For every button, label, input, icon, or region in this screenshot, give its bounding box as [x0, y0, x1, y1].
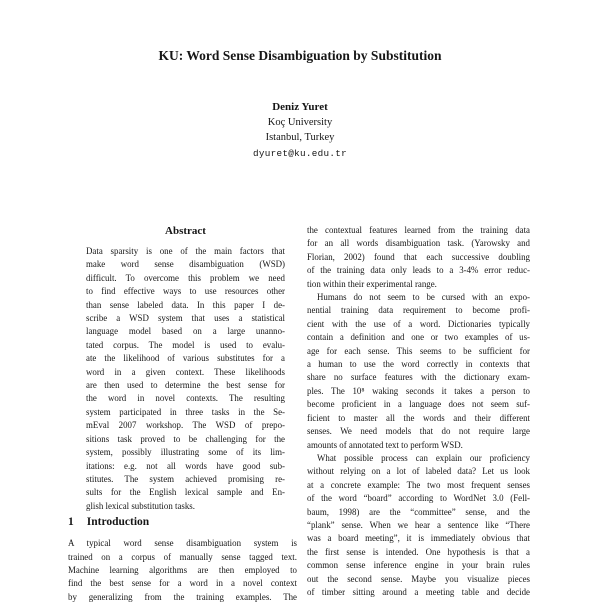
- text-line: cient with the use of a word. Dictionaries typically: [307, 318, 530, 329]
- text-line: glish lexical substitution tasks.: [86, 500, 195, 511]
- text-line: sults for the English lexical sample and En-: [86, 487, 285, 498]
- text-line: was a board meeting”, it is immediately obvious that: [307, 533, 530, 544]
- left-column: [68, 224, 297, 604]
- text-line: share no surface features with the dictionary exam-: [307, 372, 530, 383]
- text-line: become proficient in a language does not seem suf-: [307, 399, 530, 410]
- text-line: stitutes. The system achieved promising re-: [86, 473, 285, 484]
- abstract-heading: Abstract: [165, 225, 206, 237]
- text-line: ate the likelihood of various substitutes for a: [86, 353, 285, 364]
- text-line: Humans do not seem to be cursed with an expo-: [317, 292, 530, 303]
- text-line: tated corpus. The model is used to evalu-: [86, 339, 285, 350]
- text-line: of timber sitting around a meeting table and decide: [307, 586, 530, 597]
- author-block: [0, 100, 600, 161]
- text-line: of the training data only leads to a 3-4% error reduc-: [307, 265, 530, 276]
- text-line: word in a given context. These likelihoods: [86, 366, 285, 377]
- text-line: a human to use the word correctly in contexts that: [307, 359, 530, 370]
- text-line: the first sense is intended. One hypothesis is that a: [307, 546, 530, 557]
- text-line: without relying on a lot of labeled data? Let us look: [307, 466, 530, 477]
- text-line: Florian, 2002) found that each successive doubling: [307, 251, 530, 262]
- text-line: baum, 1998) are the “committee” sense, and the: [307, 506, 530, 517]
- text-line: “plank” sense. When we hear a sentence like “There: [307, 519, 530, 530]
- author-affiliation: Koç University: [267, 117, 333, 129]
- paper-title: KU: Word Sense Disambiguation by Substitution: [158, 48, 442, 63]
- text-line: for an all words disambiguation task. (Yarowsky and: [307, 238, 530, 249]
- text-line: itations: e.g. not all words have good sub-: [86, 460, 285, 471]
- text-line: mEval 2007 workshop. The WSD of prepo-: [86, 420, 285, 431]
- text-line: common sense inference engine in your brain rules: [307, 560, 530, 571]
- introduction-paragraph: [68, 537, 297, 604]
- text-line: age for each sense. This seems to be sufficient for: [307, 345, 530, 356]
- paragraph-training-data: [307, 224, 530, 291]
- text-line: out the second sense. Maybe you visualize pieces: [307, 573, 530, 584]
- text-line: by generalizing from the training examples. The: [68, 591, 297, 602]
- text-line: of the word “board” according to WordNet 3.0 (Fell-: [307, 493, 530, 504]
- text-line: tion within their experimental range.: [307, 278, 437, 289]
- text-line: A typical word sense disambiguation system is: [68, 538, 297, 549]
- text-line: ficient to master all the words and their different: [307, 412, 530, 423]
- text-line: system participated in three tasks in the Se-: [86, 406, 285, 417]
- text-line: are then used to determine the best sense for: [86, 380, 285, 391]
- right-column: [307, 224, 530, 599]
- section-heading-introduction: [68, 515, 297, 530]
- text-line: language model based on a large unanno-: [86, 326, 285, 337]
- author-name: Deniz Yuret: [272, 101, 328, 113]
- text-line: make word sense disambiguation (WSD): [86, 259, 285, 270]
- text-line: senses. We need models that do not require large: [307, 426, 530, 437]
- text-line: ples. The 10⁸ waking seconds it takes a person to: [307, 385, 530, 396]
- text-line: Data sparsity is one of the main factors that: [86, 246, 285, 256]
- text-line: sitions task proved to be challenging for the: [86, 433, 285, 444]
- paragraph-human-learning: [307, 291, 530, 452]
- text-line: the contextual features learned from the training data: [307, 225, 530, 235]
- text-line: difficult. To overcome this problem we need: [86, 272, 285, 283]
- text-line: the word in novel contexts. The resulting: [86, 393, 285, 404]
- text-line: trained on a corpus of manually sense tagged text.: [68, 551, 297, 562]
- text-line: Machine learning algorithms are then employed to: [68, 564, 297, 575]
- section-number: 1: [68, 516, 74, 529]
- paragraph-board-example: [307, 452, 530, 599]
- author-email: dyuret@ku.edu.tr: [252, 147, 348, 159]
- text-line: nential training data requirement to become profi-: [307, 305, 530, 316]
- text-line: find the best sense for a word in a novel context: [68, 578, 297, 589]
- text-line: to find effective ways to use resources other: [86, 286, 285, 297]
- text-line: contain a definition and one or two examples of us-: [307, 332, 530, 343]
- abstract-text: [86, 245, 285, 513]
- section-title: Introduction: [86, 516, 150, 529]
- text-line: at a concrete example: The two most frequent senses: [307, 479, 530, 490]
- text-line: system, possibly illustrating some of its lim-: [86, 447, 285, 458]
- text-line: than sense labeled data. In this paper I de-: [86, 299, 285, 310]
- author-location: Istanbul, Turkey: [265, 132, 335, 144]
- text-line: scribe a WSD system that uses a statistical: [86, 313, 285, 324]
- text-line: amounts of annotated text to perform WSD.: [307, 439, 463, 450]
- text-line: What possible process can explain our proficiency: [317, 452, 530, 463]
